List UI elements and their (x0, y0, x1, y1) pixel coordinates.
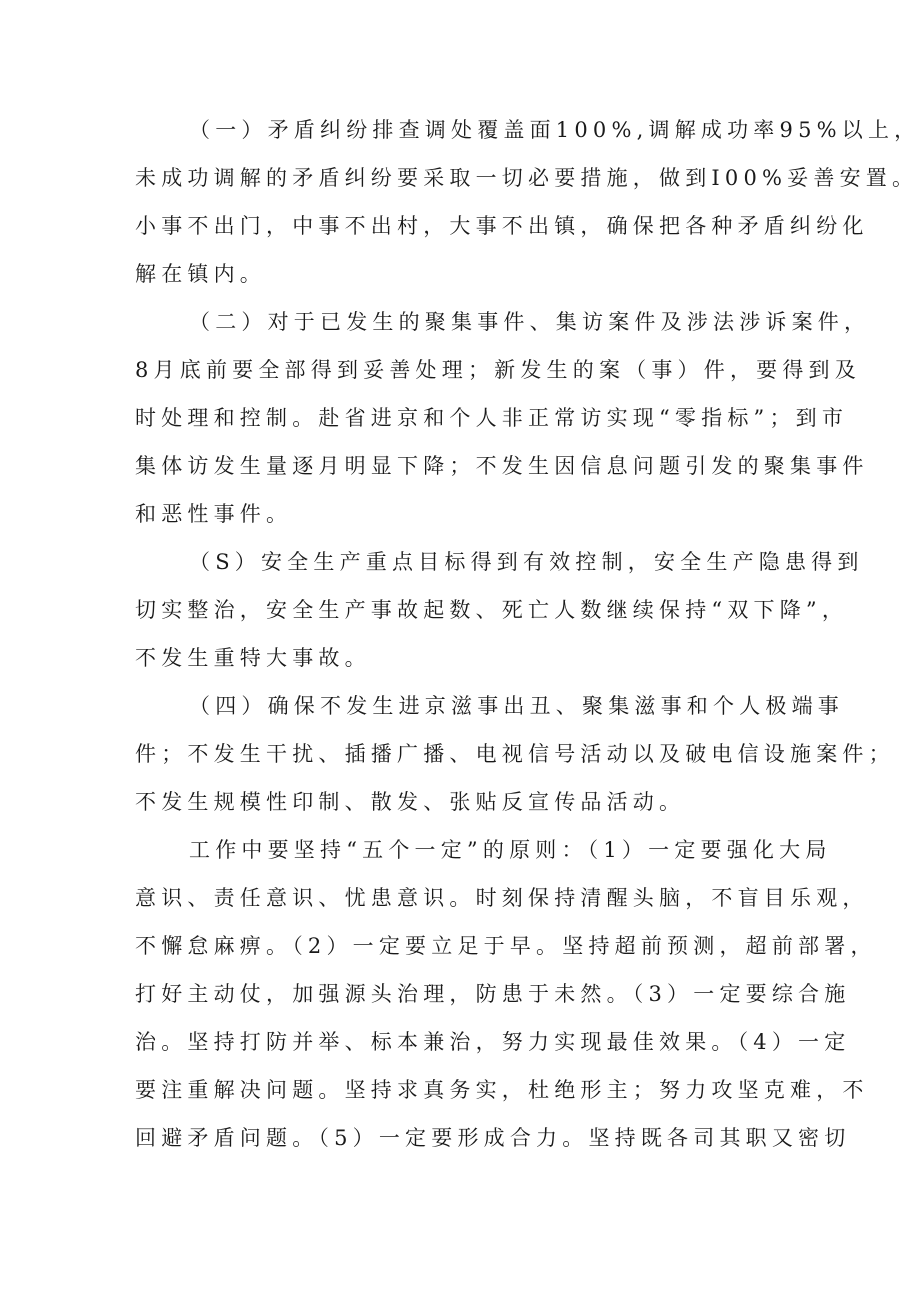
text-line: 解在镇内。 (135, 262, 266, 286)
text-line: 不发生重特大事故。 (135, 646, 371, 670)
paragraph-goal-4 (135, 682, 895, 826)
text-line: 打好主动仗，加强源头治理，防患于未然。（3）一定要综合施 (135, 982, 851, 1006)
text-line: （一）矛盾纠纷排查调处覆盖面100%,调解成功率95%以上， (189, 118, 920, 142)
text-line: 8月底前要全部得到妥善处理；新发生的案（事）件，要得到及 (135, 358, 861, 382)
paragraph-principles (135, 826, 877, 1162)
text-line: 要注重解决问题。坚持求真务实，杜绝形主；努力攻坚克难，不 (135, 1078, 869, 1102)
text-line: 集体访发生量逐月明显下降；不发生因信息问题引发的聚集事件 (135, 454, 869, 478)
paragraph-goal-1 (135, 106, 920, 298)
text-line: 未成功调解的矛盾纠纷要采取一切必要措施，做到I00%妥善安置。 (135, 166, 919, 190)
text-line: 治。坚持打防并举、标本兼治，努力实现最佳效果。（4）一定 (135, 1030, 851, 1054)
text-line: 回避矛盾问题。（5）一定要形成合力。坚持既各司其职又密切 (135, 1126, 851, 1150)
document-body (135, 106, 920, 1162)
text-line: 工作中要坚持“五个一定”的原则：（1）一定要强化大局 (189, 838, 832, 862)
text-line: 时处理和控制。赴省进京和个人非正常访实现“零指标”；到市 (135, 406, 849, 430)
text-line: （二）对于已发生的聚集事件、集访案件及涉法涉诉案件， (189, 310, 871, 334)
text-line: 和恶性事件。 (135, 502, 293, 526)
text-line: 件；不发生干扰、插播广播、电视信号活动以及破电信设施案件； (135, 742, 895, 766)
text-line: 小事不出门，中事不出村，大事不出镇，确保把各种矛盾纠纷化 (135, 214, 869, 238)
text-line: 不懈怠麻痹。（2）一定要立足于早。坚持超前预测，超前部署， (135, 934, 877, 958)
text-line: （S）安全生产重点目标得到有效控制，安全生产隐患得到 (189, 550, 864, 574)
text-line: 切实整治，安全生产事故起数、死亡人数继续保持“双下降”， (135, 598, 849, 622)
text-line: （四）确保不发生进京滋事出丑、聚集滋事和个人极端事 (189, 694, 844, 718)
text-line: 不发生规模性印制、散发、张贴反宣传品活动。 (135, 790, 686, 814)
paragraph-goal-3 (135, 538, 864, 682)
text-line: 意识、责任意识、忧患意识。时刻保持清醒头脑，不盲目乐观， (135, 886, 869, 910)
paragraph-goal-2 (135, 298, 871, 538)
